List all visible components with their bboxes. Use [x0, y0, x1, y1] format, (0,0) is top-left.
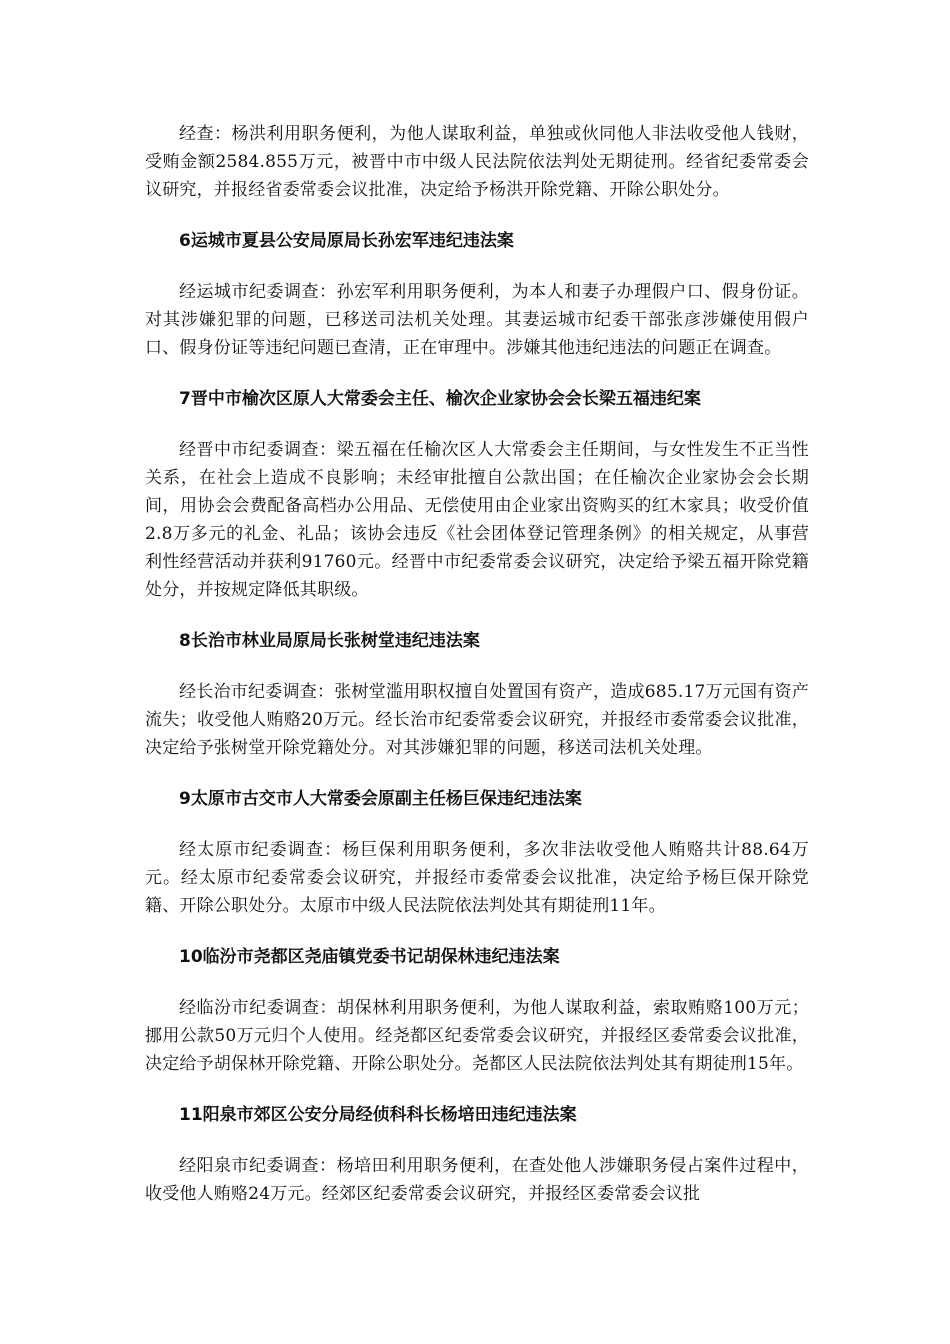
- paragraph-case-7: 经晋中市纪委调查：梁五福在任榆次区人大常委会主任期间，与女性发生不正当性关系，在社会上造成不良影响；未经审批擅自公款出国；在任榆次企业家协会会长期间，用协会会费配备高档办公用品、无偿使用由企业家出资购买的红木家具；收受价值2.8万多元的礼金、礼品；该协会违反《社会团体登记管理条例》的相关规定，从事营利性经营活动并获利91760元。经晋中市纪委常委会议研究，决定给予梁五福开除党籍处分，并按规定降低其职级。: [145, 440, 809, 600]
- paragraph-case-6: 经运城市纪委调查：孙宏军利用职务便利，为本人和妻子办理假户口、假身份证。对其涉嫌犯罪的问题，已移送司法机关处理。其妻运城市纪委干部张彦涉嫌使用假户口、假身份证等违纪问题已查清，正在审理中。涉嫌其他违纪违法的问题正在调查。: [145, 282, 809, 358]
- heading-case-7: 7晋中市榆次区原人大常委会主任、榆次企业家协会会长梁五福违纪案: [179, 389, 701, 409]
- spacer: [145, 920, 809, 943]
- spacer: [145, 255, 809, 278]
- paragraph-case-9: 经太原市纪委调查：杨巨保利用职务便利，多次非法收受他人贿赂共计88.64万元。经太原市纪委常委会议研究，并报经市委常委会议批准，决定给予杨巨保开除党籍、开除公职处分。太原市中级人民法院依法判处其有期徒刑11年。: [145, 840, 809, 916]
- spacer: [145, 762, 809, 785]
- heading-case-6: 6运城市夏县公安局原局长孙宏军违纪违法案: [179, 231, 514, 251]
- spacer: [145, 604, 809, 627]
- spacer: [145, 655, 809, 678]
- spacer: [145, 413, 809, 436]
- spacer: [145, 1078, 809, 1101]
- paragraph-case-8: 经长治市纪委调查：张树堂滥用职权擅自处置国有资产，造成685.17万元国有资产流失；收受他人贿赂20万元。经长治市纪委常委会议研究，并报经市委常委会议批准，决定给予张树堂开除党籍处分。对其涉嫌犯罪的问题，移送司法机关处理。: [145, 682, 809, 758]
- heading-case-10: 10临汾市尧都区尧庙镇党委书记胡保林违纪违法案: [179, 947, 560, 967]
- document-page: [145, 120, 809, 1208]
- heading-case-9: 9太原市古交市人大常委会原副主任杨巨保违纪违法案: [179, 789, 582, 809]
- spacer: [145, 813, 809, 836]
- heading-case-11: 11阳泉市郊区公安分局经侦科科长杨培田违纪违法案: [179, 1105, 577, 1125]
- paragraph-case-10: 经临汾市纪委调查：胡保林利用职务便利，为他人谋取利益，索取贿赂100万元；挪用公款50万元归个人使用。经尧都区纪委常委会议研究，并报经区委常委会议批准，决定给予胡保林开除党籍、开除公职处分。尧都区人民法院依法判处其有期徒刑15年。: [145, 998, 809, 1074]
- paragraph-yang-hong: 经查：杨洪利用职务便利，为他人谋取利益，单独或伙同他人非法收受他人钱财，受贿金额2584.855万元，被晋中市中级人民法院依法判处无期徒刑。经省纪委常委会议研究，并报经省委常委会议批准，决定给予杨洪开除党籍、开除公职处分。: [145, 124, 809, 200]
- paragraph-case-11: 经阳泉市纪委调查：杨培田利用职务便利，在查处他人涉嫌职务侵占案件过程中，收受他人贿赂24万元。经郊区纪委常委会议研究，并报经区委常委会议批: [145, 1156, 809, 1204]
- spacer: [145, 1129, 809, 1152]
- spacer: [145, 971, 809, 994]
- heading-case-8: 8长治市林业局原局长张树堂违纪违法案: [179, 631, 480, 651]
- spacer: [145, 204, 809, 227]
- spacer: [145, 362, 809, 385]
